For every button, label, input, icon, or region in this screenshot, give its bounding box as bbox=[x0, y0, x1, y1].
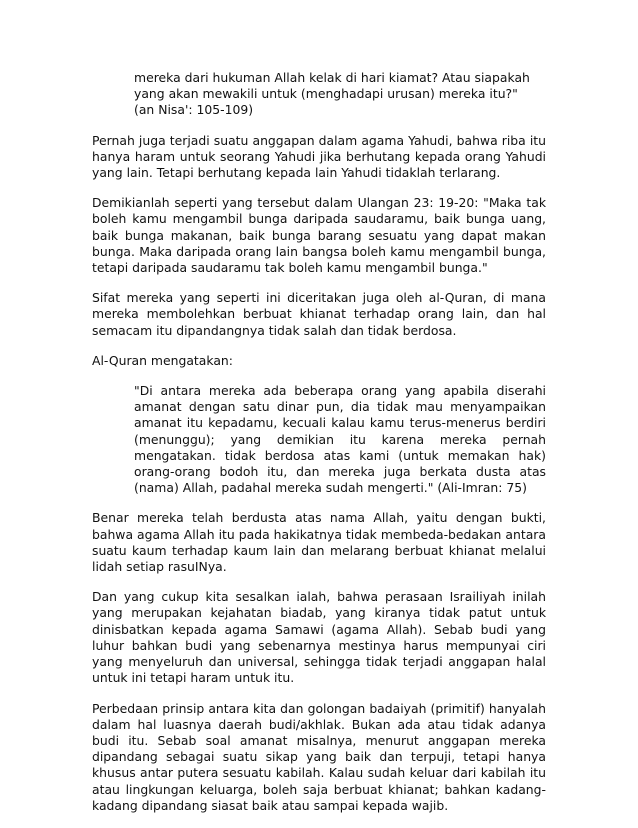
paragraph: Al-Quran mengatakan: bbox=[92, 352, 233, 368]
quote-block-top bbox=[134, 70, 546, 119]
quote-citation: (an Nisa': 105-109) bbox=[134, 102, 254, 118]
quote-block-main: "Di antara mereka ada beberapa orang yang apabila diserahi amanat dengan satu dinar pun, dia tidak mau menyampaikan amanat itu kepadamu, kecuali kalau kamu terus-menerus berdiri (menunggu); yang demikian itu karena mereka pernah mengatakan. tidak berdosa atas kami (untuk memakan hak) orang-orang bodoh itu, dan mereka juga berkata dusta atas (nama) Allah, padahal mereka sudah mengerti." (Ali-Imran: 75) bbox=[134, 383, 546, 496]
paragraph: Benar mereka telah berdusta atas nama Allah, yaitu dengan bukti, bahwa agama Allah itu pada hakikatnya tidak membeda-bedakan antara suatu kaum terhadap kaum lain dan melarang berbuat khianat melalui lidah setiap rasuINya. bbox=[92, 510, 546, 575]
paragraph: Dan yang cukup kita sesalkan ialah, bahwa perasaan Israiliyah inilah yang merupakan kejahatan biadab, yang kiranya tidak patut untuk dinisbatkan kepada agama Samawi (agama Allah). Sebab budi yang luhur bahkan budi yang sebenarnya mestinya harus mempunyai ciri yang menyeluruh dan universal, sehingga tidak terjadi anggapan halal untuk ini tetapi haram untuk itu. bbox=[92, 589, 546, 686]
paragraph: Perbedaan prinsip antara kita dan golongan badaiyah (primitif) hanyalah dalam hal luasnya daerah budi/akhlak. Bukan ada atau tidak adanya budi itu. Sebab soal amanat misalnya, menurut anggapan mereka dipandang sebagai suatu sikap yang baik dan terpuji, tetapi hanya khusus antar putera sesuatu kabilah. Kalau sudah keluar dari kabilah itu atau lingkungan keluarga, boleh saja berbuat khianat; bahkan kadang-kadang dipandang siasat baik atau sampai kepada wajib. bbox=[92, 700, 546, 813]
quote-line: yang akan mewakili untuk (menghadapi urusan) mereka itu?" bbox=[134, 86, 518, 102]
document-page bbox=[92, 70, 546, 828]
paragraph: Pernah juga terjadi suatu anggapan dalam agama Yahudi, bahwa riba itu hanya haram untuk seorang Yahudi jika berhutang kepada orang Yahudi yang lain. Tetapi berhutang kepada lain Yahudi tidaklah terlarang. bbox=[92, 132, 546, 181]
paragraph: Demikianlah seperti yang tersebut dalam Ulangan 23: 19-20: "Maka tak boleh kamu mengambil bunga daripada saudaramu, baik bunga uang, baik bunga makanan, baik bunga barang sesuatu yang dapat makan bunga. Maka daripada orang lain bangsa boleh kamu mengambil bunga, tetapi daripada saudaramu tak boleh kamu mengambil bunga." bbox=[92, 195, 546, 276]
quote-line: mereka dari hukuman Allah kelak di hari kiamat? Atau siapakah bbox=[134, 70, 530, 85]
paragraph: Sifat mereka yang seperti ini diceritakan juga oleh al-Quran, di mana mereka membolehkan berbuat khianat terhadap orang lain, dan hal semacam itu dipandangnya tidak salah dan tidak berdosa. bbox=[92, 290, 546, 338]
